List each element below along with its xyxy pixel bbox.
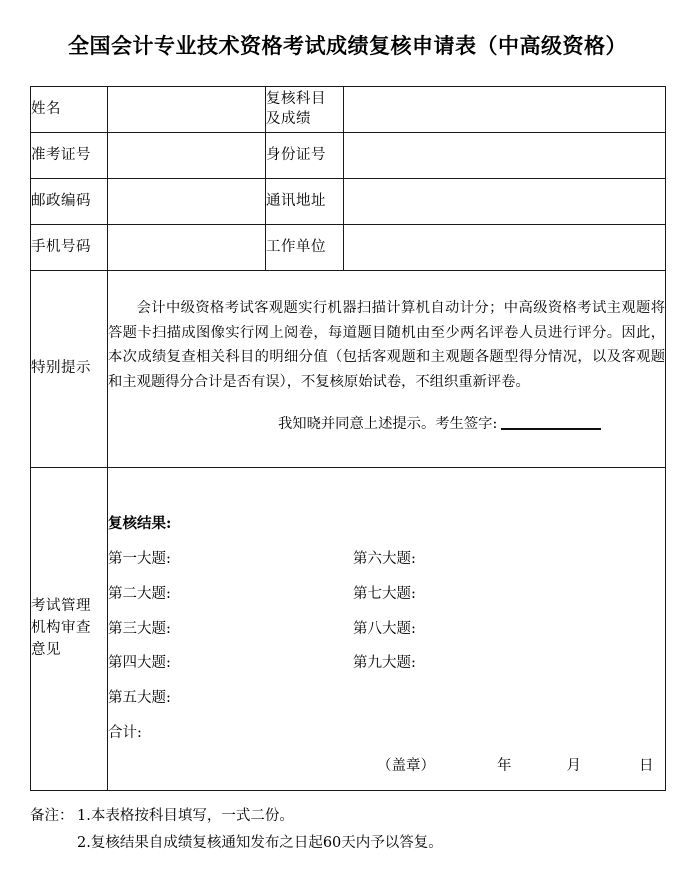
footnote-row-1	[30, 809, 670, 824]
label-postal-code: 邮政编码	[31, 179, 108, 225]
label-name: 姓名	[31, 87, 108, 133]
footnotes	[30, 809, 670, 862]
review-row-2	[108, 584, 665, 606]
review-item-q4[interactable]: 第四大题:	[108, 655, 171, 672]
label-review-subject-score-line1: 复核科目	[266, 91, 326, 108]
table-row-postal-code	[31, 179, 666, 225]
table-row-review-result	[31, 468, 666, 791]
label-review-subject-score-line2: 及成绩	[266, 110, 311, 127]
review-item-q1[interactable]: 第一大题:	[108, 551, 171, 568]
field-work-unit[interactable]	[344, 225, 666, 271]
review-item-q6[interactable]: 第六大题:	[353, 551, 416, 568]
field-name[interactable]	[108, 87, 266, 133]
seal-and-date-line	[119, 756, 655, 778]
field-address[interactable]	[344, 179, 666, 225]
field-id-number[interactable]	[344, 133, 666, 179]
review-item-q3[interactable]: 第三大题:	[108, 620, 171, 637]
review-item-q7[interactable]: 第七大题:	[353, 585, 416, 602]
footnote-text-2: 2.复核结果自成绩复核通知发布之日起60天内予以答复。	[77, 834, 443, 851]
label-admission-ticket: 准考证号	[31, 133, 108, 179]
review-item-q8[interactable]: 第八大题:	[353, 620, 416, 637]
table-row-admission-ticket	[31, 133, 666, 179]
special-notice-paragraph: 会计中级资格考试客观题实行机器扫描计算机自动计分；中高级资格考试主观题将答题卡扫描成图像实行网上阅卷，每道题目随机由至少两名评卷人员进行评分。因此，本次成绩复查相关科目的明细分值（包括客观题和主观题各题型得分情况，以及客观题和主观题得分合计是否有误），不复核原始试卷，不组织重新评卷。	[108, 300, 665, 390]
review-result-heading: 复核结果:	[108, 515, 172, 533]
special-notice-body	[108, 271, 666, 468]
field-admission-ticket[interactable]	[108, 133, 266, 179]
label-special-notice: 特别提示	[31, 271, 108, 468]
table-row-name	[31, 87, 666, 133]
review-item-q9[interactable]: 第九大题:	[353, 655, 416, 672]
review-result-grid	[108, 549, 665, 745]
review-row-3	[108, 619, 665, 641]
year-label[interactable]: 年	[497, 758, 512, 775]
review-item-q5[interactable]: 第五大题:	[108, 690, 171, 707]
seal-placeholder[interactable]: （盖章）	[377, 758, 435, 775]
month-label[interactable]: 月	[566, 758, 581, 775]
label-mobile: 手机号码	[31, 225, 108, 271]
footnote-label: 备注：	[30, 808, 74, 824]
field-review-subject-score[interactable]	[344, 87, 666, 133]
application-form-table	[30, 86, 666, 791]
field-postal-code[interactable]	[108, 179, 266, 225]
review-row-4	[108, 653, 665, 675]
candidate-signature-field[interactable]	[501, 428, 601, 430]
label-review-subject-score	[266, 87, 344, 133]
label-exam-authority-opinion	[31, 468, 108, 791]
footnote-text-1: 1.本表格按科目填写，一式二份。	[77, 808, 294, 824]
label-exam-authority-opinion-line2: 机构审查	[31, 620, 91, 637]
label-work-unit: 工作单位	[266, 225, 344, 271]
review-item-total[interactable]: 合计:	[108, 724, 142, 741]
label-exam-authority-opinion-line3: 意见	[31, 641, 61, 658]
label-address: 通讯地址	[266, 179, 344, 225]
day-label[interactable]: 日	[639, 758, 654, 775]
label-exam-authority-opinion-line1: 考试管理	[31, 598, 91, 615]
review-row-5	[108, 688, 665, 710]
table-row-special-notice	[31, 271, 666, 468]
review-item-q2[interactable]: 第二大题:	[108, 585, 171, 602]
page-title: 全国会计专业技术资格考试成绩复核申请表（中高级资格）	[68, 33, 627, 58]
label-id-number: 身份证号	[266, 133, 344, 179]
consent-signature-line	[108, 414, 665, 435]
table-row-mobile	[31, 225, 666, 271]
footnote-row-2	[30, 836, 670, 851]
field-mobile[interactable]	[108, 225, 266, 271]
consent-text: 我知晓并同意上述提示。考生签字:	[278, 416, 498, 433]
review-row-1	[108, 549, 665, 571]
review-result-body	[108, 468, 666, 791]
